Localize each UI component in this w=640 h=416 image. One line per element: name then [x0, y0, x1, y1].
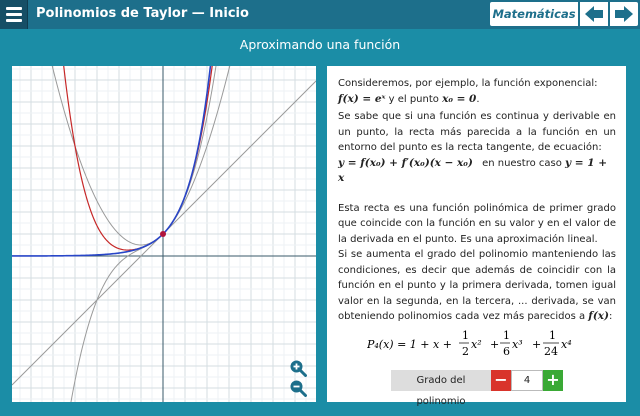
function-plot[interactable]	[12, 66, 316, 402]
previous-button[interactable]	[580, 2, 608, 26]
tangent-case: y = 1 + x	[338, 156, 608, 184]
formula-t3-pow: x³	[511, 338, 523, 351]
formula-t2-num: 1	[461, 329, 469, 342]
arrow-left-icon	[584, 5, 604, 23]
degree-label: Grado del polinomio	[391, 370, 491, 391]
tangent-paragraph: Se sabe que si una función es continua y derivable en un punto, la recta más parecida a la función en un entorno del punto es la recta tangente, de ecuación:	[338, 111, 616, 153]
formula-t4-pow: x⁴	[560, 338, 572, 351]
top-bar	[0, 0, 640, 29]
formula-t3-den: 6	[502, 345, 510, 358]
formula-t2-den: 2	[461, 345, 469, 358]
intro-text: Consideremos, por ejemplo, la función exponencial:	[338, 78, 598, 89]
formula-t3-num: 1	[502, 329, 510, 342]
formula-plus-2: +	[531, 338, 541, 351]
hamburger-menu-icon	[6, 7, 22, 10]
intro-end: .	[476, 93, 480, 105]
menu-button[interactable]	[0, 0, 28, 29]
tangent-equation-line	[338, 156, 616, 187]
increase-degree-button[interactable]: +	[543, 370, 563, 391]
arrow-right-icon	[614, 5, 634, 23]
taylor-polynomial-formula	[327, 327, 626, 361]
zoom-in-icon[interactable]	[289, 359, 307, 377]
formula-t4-num: 1	[548, 329, 556, 342]
tangent-equation: y = f(x₀) + f′(x₀)(x − x₀)	[338, 156, 473, 169]
formula-t2-pow: x²	[470, 338, 482, 351]
point-definition: x₀ = 0	[442, 92, 477, 105]
decrease-degree-button[interactable]: −	[491, 370, 511, 391]
tangent-point[interactable]	[160, 231, 166, 237]
intro-text-2: y el punto	[385, 93, 443, 105]
formula-lhs: P₄(x) = 1 + x +	[366, 338, 452, 351]
subject-button[interactable]: Matemáticas	[490, 2, 578, 26]
explanation-panel	[327, 66, 626, 402]
function-reference: f(x)	[588, 310, 610, 322]
hamburger-menu-line	[6, 13, 22, 16]
function-definition: f(x) = eˣ	[338, 92, 386, 105]
tangent-case-label: en nuestro caso	[482, 157, 562, 169]
higher-degree-text: Si se aumenta el grado del polinomio manteniendo las condiciones, es decir que además de coincidir con la función en el punto y la primera derivada, tomen igual valor en la segunda, en la tercera, ... derivada, se van obteniendo polinomios cada vez más parecidos a	[338, 249, 616, 322]
intro-paragraph	[338, 76, 616, 107]
graph-panel[interactable]	[12, 66, 316, 402]
taylor-degree-4-curve	[62, 66, 214, 250]
degree-value-field[interactable]: 4	[511, 370, 543, 391]
zoom-out-icon[interactable]	[289, 379, 307, 397]
next-button[interactable]	[610, 2, 638, 26]
formula-plus-1: +	[489, 338, 499, 351]
app-title: Polinomios de Taylor — Inicio	[36, 6, 249, 21]
linear-approx-paragraph: Esta recta es una función polinómica de primer grado que coincide con la función en su valor y en el valor de la derivada en el punto. Es una aproximación lineal.	[338, 202, 616, 245]
degree-control	[391, 370, 563, 407]
hamburger-menu-line	[6, 19, 22, 22]
higher-degree-end: :	[609, 311, 613, 322]
formula-t4-den: 24	[543, 345, 558, 358]
section-title: Aproximando una función	[239, 37, 401, 52]
higher-degree-paragraph	[338, 247, 616, 325]
